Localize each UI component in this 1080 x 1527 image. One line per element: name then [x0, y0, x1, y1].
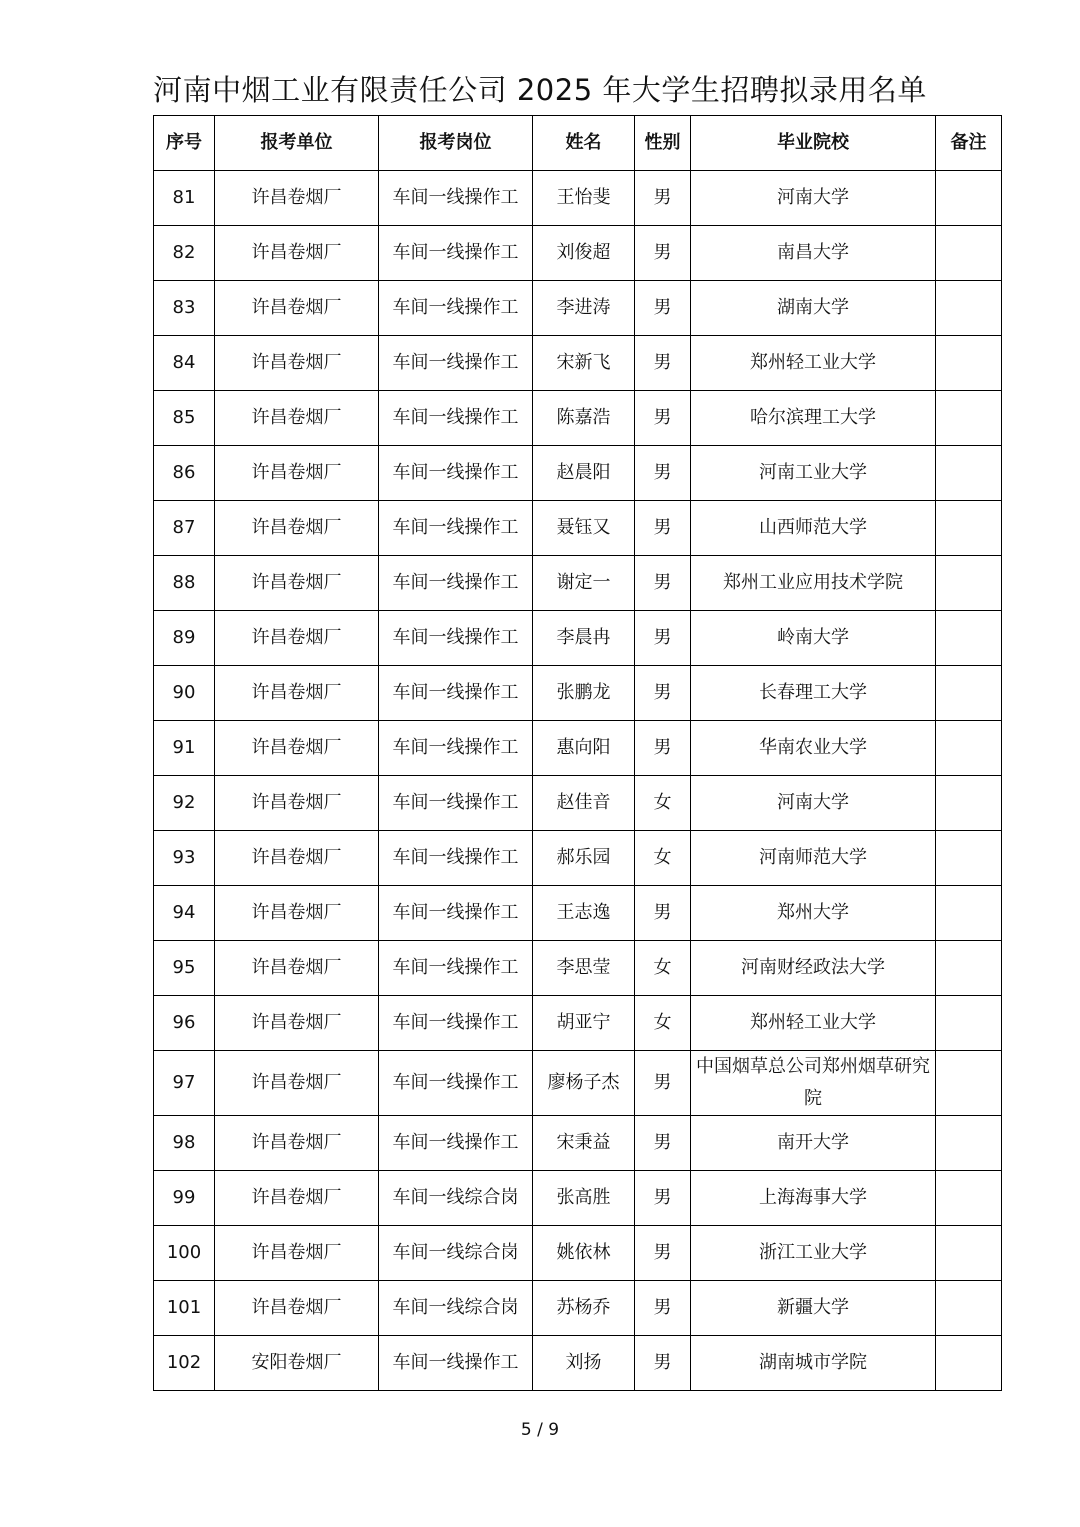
- table-row: [154, 1171, 1002, 1226]
- cell-serial: 86: [154, 446, 215, 501]
- header-remarks: 备注: [936, 116, 1002, 171]
- table-row: [154, 831, 1002, 886]
- cell-position: 车间一线操作工: [379, 721, 533, 776]
- cell-name: 王怡斐: [533, 171, 635, 226]
- cell-unit: 许昌卷烟厂: [215, 941, 379, 996]
- cell-unit: 许昌卷烟厂: [215, 611, 379, 666]
- cell-position: 车间一线操作工: [379, 831, 533, 886]
- table-row: [154, 1281, 1002, 1336]
- cell-school: 湖南城市学院: [691, 1336, 936, 1391]
- cell-gender: 男: [635, 501, 691, 556]
- cell-remarks: [936, 721, 1002, 776]
- cell-school: 河南大学: [691, 776, 936, 831]
- header-name: 姓名: [533, 116, 635, 171]
- cell-position: 车间一线操作工: [379, 941, 533, 996]
- cell-unit: 许昌卷烟厂: [215, 831, 379, 886]
- cell-serial: 90: [154, 666, 215, 721]
- cell-serial: 100: [154, 1226, 215, 1281]
- cell-name: 赵佳音: [533, 776, 635, 831]
- table-header-row: [154, 116, 1002, 171]
- cell-position: 车间一线操作工: [379, 776, 533, 831]
- cell-unit: 许昌卷烟厂: [215, 556, 379, 611]
- cell-gender: 男: [635, 1051, 691, 1116]
- cell-name: 刘扬: [533, 1336, 635, 1391]
- cell-remarks: [936, 556, 1002, 611]
- table-row: [154, 1226, 1002, 1281]
- table-row: [154, 281, 1002, 336]
- table-row: [154, 886, 1002, 941]
- cell-unit: 许昌卷烟厂: [215, 721, 379, 776]
- cell-name: 张高胜: [533, 1171, 635, 1226]
- cell-name: 陈嘉浩: [533, 391, 635, 446]
- cell-serial: 85: [154, 391, 215, 446]
- table-row: [154, 1116, 1002, 1171]
- table-row: [154, 501, 1002, 556]
- header-serial: 序号: [154, 116, 215, 171]
- cell-school: 郑州大学: [691, 886, 936, 941]
- table-row: [154, 996, 1002, 1051]
- cell-name: 姚依林: [533, 1226, 635, 1281]
- cell-gender: 男: [635, 336, 691, 391]
- cell-unit: 许昌卷烟厂: [215, 1226, 379, 1281]
- cell-school: 哈尔滨理工大学: [691, 391, 936, 446]
- cell-gender: 男: [635, 446, 691, 501]
- cell-school: 河南工业大学: [691, 446, 936, 501]
- cell-serial: 97: [154, 1051, 215, 1116]
- cell-unit: 许昌卷烟厂: [215, 281, 379, 336]
- cell-position: 车间一线操作工: [379, 171, 533, 226]
- cell-school: 新疆大学: [691, 1281, 936, 1336]
- cell-serial: 93: [154, 831, 215, 886]
- cell-position: 车间一线综合岗: [379, 1171, 533, 1226]
- table-row: [154, 1051, 1002, 1116]
- cell-serial: 92: [154, 776, 215, 831]
- table-row: [154, 171, 1002, 226]
- cell-school: 南开大学: [691, 1116, 936, 1171]
- cell-position: 车间一线操作工: [379, 1336, 533, 1391]
- table-row: [154, 1336, 1002, 1391]
- cell-unit: 许昌卷烟厂: [215, 336, 379, 391]
- cell-school: 中国烟草总公司郑州烟草研究院: [691, 1051, 936, 1116]
- table-body: [154, 171, 1002, 1391]
- cell-unit: 许昌卷烟厂: [215, 446, 379, 501]
- table-row: [154, 611, 1002, 666]
- cell-position: 车间一线操作工: [379, 501, 533, 556]
- cell-school: 湖南大学: [691, 281, 936, 336]
- cell-remarks: [936, 446, 1002, 501]
- cell-gender: 男: [635, 1336, 691, 1391]
- cell-remarks: [936, 666, 1002, 721]
- cell-unit: 许昌卷烟厂: [215, 226, 379, 281]
- cell-name: 李思莹: [533, 941, 635, 996]
- table-row: [154, 336, 1002, 391]
- cell-unit: 许昌卷烟厂: [215, 1171, 379, 1226]
- cell-school: 郑州轻工业大学: [691, 996, 936, 1051]
- cell-remarks: [936, 1336, 1002, 1391]
- cell-serial: 91: [154, 721, 215, 776]
- cell-gender: 男: [635, 666, 691, 721]
- cell-remarks: [936, 501, 1002, 556]
- table-row: [154, 556, 1002, 611]
- cell-serial: 89: [154, 611, 215, 666]
- cell-unit: 许昌卷烟厂: [215, 1116, 379, 1171]
- cell-school: 郑州工业应用技术学院: [691, 556, 936, 611]
- cell-gender: 男: [635, 391, 691, 446]
- cell-unit: 许昌卷烟厂: [215, 776, 379, 831]
- cell-remarks: [936, 611, 1002, 666]
- cell-remarks: [936, 996, 1002, 1051]
- cell-serial: 98: [154, 1116, 215, 1171]
- cell-name: 张鹏龙: [533, 666, 635, 721]
- cell-name: 苏杨乔: [533, 1281, 635, 1336]
- cell-position: 车间一线操作工: [379, 446, 533, 501]
- cell-gender: 男: [635, 611, 691, 666]
- cell-position: 车间一线操作工: [379, 336, 533, 391]
- cell-unit: 许昌卷烟厂: [215, 886, 379, 941]
- cell-position: 车间一线操作工: [379, 996, 533, 1051]
- cell-school: 河南财经政法大学: [691, 941, 936, 996]
- cell-gender: 女: [635, 996, 691, 1051]
- header-position: 报考岗位: [379, 116, 533, 171]
- cell-remarks: [936, 1171, 1002, 1226]
- cell-serial: 88: [154, 556, 215, 611]
- cell-serial: 99: [154, 1171, 215, 1226]
- cell-name: 胡亚宁: [533, 996, 635, 1051]
- cell-remarks: [936, 391, 1002, 446]
- cell-position: 车间一线操作工: [379, 226, 533, 281]
- cell-gender: 男: [635, 1226, 691, 1281]
- table-row: [154, 226, 1002, 281]
- page-number: 5 / 9: [520, 1420, 560, 1440]
- cell-name: 李进涛: [533, 281, 635, 336]
- header-gender: 性别: [635, 116, 691, 171]
- cell-school: 郑州轻工业大学: [691, 336, 936, 391]
- document-title: 河南中烟工业有限责任公司 2025 年大学生招聘拟录用名单: [153, 73, 927, 107]
- cell-unit: 许昌卷烟厂: [215, 1051, 379, 1116]
- cell-name: 王志逸: [533, 886, 635, 941]
- cell-gender: 男: [635, 1116, 691, 1171]
- cell-unit: 许昌卷烟厂: [215, 666, 379, 721]
- cell-position: 车间一线操作工: [379, 886, 533, 941]
- hiring-list-table: [153, 115, 1002, 1391]
- cell-name: 廖杨子杰: [533, 1051, 635, 1116]
- cell-position: 车间一线操作工: [379, 666, 533, 721]
- cell-serial: 101: [154, 1281, 215, 1336]
- table-row: [154, 666, 1002, 721]
- header-school: 毕业院校: [691, 116, 936, 171]
- cell-gender: 男: [635, 226, 691, 281]
- cell-remarks: [936, 281, 1002, 336]
- cell-position: 车间一线操作工: [379, 391, 533, 446]
- table-row: [154, 776, 1002, 831]
- cell-position: 车间一线操作工: [379, 1051, 533, 1116]
- cell-school: 岭南大学: [691, 611, 936, 666]
- cell-position: 车间一线操作工: [379, 611, 533, 666]
- cell-school: 南昌大学: [691, 226, 936, 281]
- cell-serial: 87: [154, 501, 215, 556]
- cell-unit: 许昌卷烟厂: [215, 996, 379, 1051]
- cell-position: 车间一线操作工: [379, 1116, 533, 1171]
- cell-school: 山西师范大学: [691, 501, 936, 556]
- cell-name: 赵晨阳: [533, 446, 635, 501]
- cell-position: 车间一线综合岗: [379, 1226, 533, 1281]
- cell-school: 华南农业大学: [691, 721, 936, 776]
- cell-name: 谢定一: [533, 556, 635, 611]
- cell-school: 河南大学: [691, 171, 936, 226]
- cell-name: 聂钰又: [533, 501, 635, 556]
- cell-gender: 女: [635, 831, 691, 886]
- cell-remarks: [936, 336, 1002, 391]
- cell-name: 郝乐园: [533, 831, 635, 886]
- cell-remarks: [936, 1051, 1002, 1116]
- cell-serial: 94: [154, 886, 215, 941]
- table-row: [154, 446, 1002, 501]
- header-unit: 报考单位: [215, 116, 379, 171]
- cell-gender: 男: [635, 281, 691, 336]
- cell-remarks: [936, 1226, 1002, 1281]
- cell-name: 宋秉益: [533, 1116, 635, 1171]
- cell-remarks: [936, 941, 1002, 996]
- cell-remarks: [936, 776, 1002, 831]
- cell-serial: 81: [154, 171, 215, 226]
- cell-position: 车间一线综合岗: [379, 1281, 533, 1336]
- cell-name: 刘俊超: [533, 226, 635, 281]
- cell-unit: 许昌卷烟厂: [215, 171, 379, 226]
- cell-serial: 82: [154, 226, 215, 281]
- cell-serial: 96: [154, 996, 215, 1051]
- cell-gender: 男: [635, 886, 691, 941]
- cell-remarks: [936, 171, 1002, 226]
- cell-unit: 许昌卷烟厂: [215, 501, 379, 556]
- cell-gender: 男: [635, 721, 691, 776]
- cell-name: 宋新飞: [533, 336, 635, 391]
- table-row: [154, 391, 1002, 446]
- cell-remarks: [936, 226, 1002, 281]
- cell-remarks: [936, 886, 1002, 941]
- cell-remarks: [936, 1281, 1002, 1336]
- cell-gender: 女: [635, 941, 691, 996]
- cell-name: 惠向阳: [533, 721, 635, 776]
- cell-unit: 安阳卷烟厂: [215, 1336, 379, 1391]
- cell-school: 上海海事大学: [691, 1171, 936, 1226]
- cell-serial: 95: [154, 941, 215, 996]
- cell-unit: 许昌卷烟厂: [215, 1281, 379, 1336]
- cell-school: 浙江工业大学: [691, 1226, 936, 1281]
- cell-school: 河南师范大学: [691, 831, 936, 886]
- cell-position: 车间一线操作工: [379, 556, 533, 611]
- cell-gender: 男: [635, 1281, 691, 1336]
- table-row: [154, 721, 1002, 776]
- cell-gender: 男: [635, 1171, 691, 1226]
- table-row: [154, 941, 1002, 996]
- cell-school: 长春理工大学: [691, 666, 936, 721]
- cell-position: 车间一线操作工: [379, 281, 533, 336]
- cell-name: 李晨冉: [533, 611, 635, 666]
- cell-remarks: [936, 1116, 1002, 1171]
- cell-serial: 83: [154, 281, 215, 336]
- cell-serial: 102: [154, 1336, 215, 1391]
- cell-serial: 84: [154, 336, 215, 391]
- cell-gender: 男: [635, 171, 691, 226]
- cell-remarks: [936, 831, 1002, 886]
- cell-gender: 女: [635, 776, 691, 831]
- cell-unit: 许昌卷烟厂: [215, 391, 379, 446]
- cell-gender: 男: [635, 556, 691, 611]
